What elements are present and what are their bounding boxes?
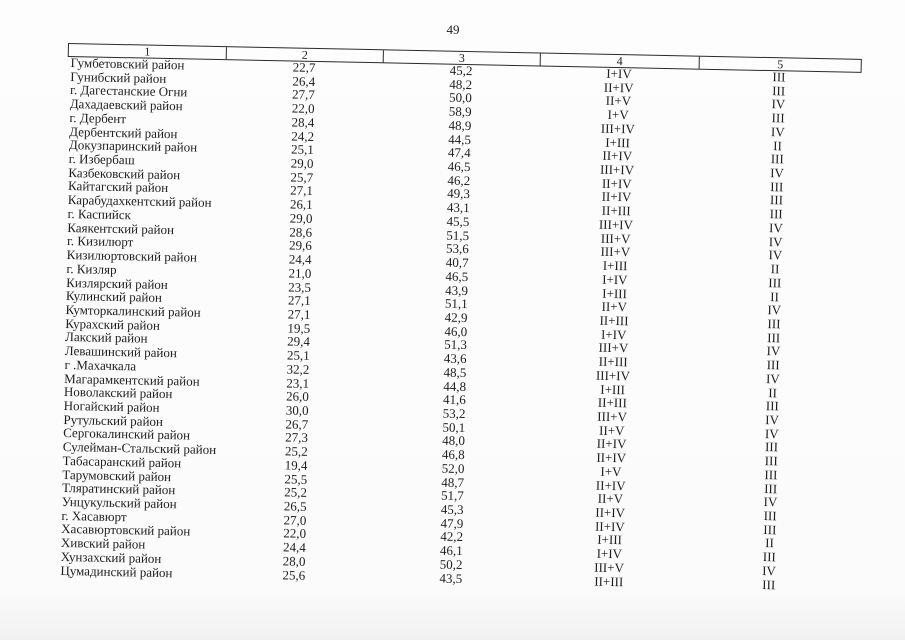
col5-value-cell: III: [769, 192, 784, 208]
col2-value-cell: 27,1: [287, 306, 311, 322]
col4-value-cell: III+V: [600, 230, 631, 246]
district-name-cell: Тарумовский район: [62, 466, 172, 484]
col3-value-cell: 48,0: [442, 432, 466, 449]
col3-value-cell: 43,5: [439, 570, 463, 586]
col4-value-cell: II+IV: [595, 477, 626, 493]
col5-value-cell: III: [772, 82, 786, 99]
district-name-cell: Дахадаевский район: [69, 96, 183, 114]
col2-value-cell: 22,0: [291, 100, 315, 117]
col3-value-cell: 47,4: [447, 144, 471, 161]
col3-value-cell: 47,9: [440, 515, 464, 531]
col4-value-cell: I+III: [605, 134, 631, 150]
district-name-cell: Лакский район: [64, 329, 148, 347]
col2-value-cell: 28,6: [289, 224, 313, 240]
col5-value-cell: II: [770, 261, 780, 277]
col3-value-cell: 48,9: [448, 117, 472, 133]
col2-value-cell: 27,1: [287, 292, 311, 309]
col5-value-cell: II: [770, 288, 780, 304]
col4-value-cell: III+V: [597, 408, 628, 425]
col2-value-cell: 26,0: [285, 388, 309, 405]
col5-value-cell: IV: [771, 96, 786, 112]
col3-value-cell: 53,6: [445, 240, 469, 257]
col3-value-cell: 45,2: [449, 62, 473, 79]
col2-value-cell: 29,0: [290, 155, 314, 171]
col3-value-cell: 42,9: [444, 309, 468, 326]
district-name-cell: Карабудахкентский район: [67, 192, 212, 211]
col2-value-cell: 24,4: [288, 251, 312, 267]
col3-value-cell: 51,7: [440, 487, 465, 504]
col5-value-cell: III: [764, 480, 778, 496]
col4-value-cell: II+III: [598, 353, 628, 370]
col4-value-cell: III+V: [600, 244, 631, 260]
col4-value-cell: III+IV: [599, 161, 635, 178]
col2-value-cell: 25,1: [290, 141, 314, 158]
col4-value-cell: II+IV: [602, 148, 633, 164]
header-col-2: 2: [227, 47, 384, 62]
col3-value-cell: 41,6: [442, 391, 466, 408]
col5-value-cell: IV: [763, 494, 778, 510]
district-name-cell: г. Хасавюрт: [61, 507, 127, 524]
district-name-cell: г. Избербаш: [68, 151, 135, 168]
col4-value-cell: II+IV: [603, 79, 634, 96]
col3-value-cell: 45,3: [440, 501, 464, 518]
col4-value-cell: II+III: [594, 573, 624, 589]
col3-value-cell: 44,8: [443, 378, 467, 394]
col3-value-cell: 49,3: [447, 186, 471, 202]
district-name-cell: Докузпаринский район: [68, 137, 198, 155]
col2-value-cell: 29,6: [288, 237, 313, 254]
col5-value-cell: II: [773, 137, 783, 153]
col5-value-cell: III: [765, 398, 780, 414]
district-name-cell: Ногайский район: [63, 397, 160, 415]
col4-value-cell: II+V: [598, 422, 625, 438]
col3-value-cell: 48,7: [441, 474, 465, 490]
col5-value-cell: III: [770, 178, 784, 195]
district-name-cell: г. Каспийск: [67, 205, 132, 223]
col4-value-cell: III+IV: [595, 367, 631, 384]
header-col-1: 1: [69, 44, 227, 59]
col2-value-cell: 25,7: [290, 169, 314, 185]
col5-value-cell: III: [771, 110, 785, 126]
col4-value-cell: I+III: [597, 532, 623, 548]
page-number: 49: [446, 22, 460, 37]
district-name-cell: Хунзахский район: [60, 548, 162, 566]
col4-value-cell: I+IV: [606, 65, 632, 82]
col3-value-cell: 48,5: [443, 364, 467, 380]
col4-value-cell: I+V: [600, 463, 622, 480]
district-name-cell: Кумторкалинский район: [65, 301, 201, 320]
col4-value-cell: II+III: [597, 394, 628, 411]
col2-value-cell: 25,2: [284, 484, 308, 501]
col2-value-cell: 26,1: [289, 196, 313, 213]
col4-value-cell: II+IV: [595, 504, 626, 521]
col3-value-cell: 43,1: [446, 199, 470, 216]
district-name-cell: Тляратинский район: [61, 480, 176, 498]
col4-value-cell: II+IV: [594, 518, 625, 534]
col3-value-cell: 51,3: [443, 336, 468, 353]
col5-value-cell: III: [763, 508, 777, 524]
col2-value-cell: 29,0: [289, 210, 313, 226]
col2-value-cell: 25,2: [284, 443, 308, 460]
col5-value-cell: III: [769, 206, 783, 222]
col2-value-cell: 27,1: [290, 182, 314, 199]
col3-value-cell: 46,0: [444, 323, 468, 339]
col4-value-cell: III+IV: [598, 216, 634, 233]
col2-value-cell: 28,0: [282, 553, 306, 569]
col3-value-cell: 52,0: [441, 460, 465, 476]
col2-value-cell: 25,1: [286, 347, 310, 364]
header-col-5: 5: [777, 57, 784, 72]
district-name-cell: Хасавюртовский район: [61, 521, 191, 539]
col3-value-cell: 43,9: [445, 282, 469, 298]
col2-value-cell: 28,4: [291, 114, 315, 130]
col5-value-cell: IV: [768, 247, 783, 263]
col5-value-cell: III: [770, 151, 784, 167]
col5-value-cell: IV: [770, 165, 785, 181]
col3-value-cell: 40,7: [445, 254, 469, 271]
col5-value-cell: III: [762, 576, 776, 592]
col3-value-cell: 50,2: [439, 556, 463, 572]
col5-value-cell: IV: [765, 370, 780, 387]
header-col-4: 4: [541, 53, 700, 68]
col2-value-cell: 23,1: [286, 374, 310, 391]
table-body: [57, 56, 861, 593]
district-name-cell: Унцукульский район: [61, 493, 177, 512]
col2-value-cell: 22,7: [292, 59, 316, 75]
district-name-cell: Гунибский район: [70, 68, 167, 86]
col5-value-cell: IV: [765, 412, 780, 428]
col4-value-cell: I+III: [602, 257, 628, 274]
col2-value-cell: 24,2: [291, 128, 315, 144]
district-name-cell: Левашинский район: [64, 343, 178, 361]
col2-value-cell: 22,0: [283, 525, 307, 542]
col3-value-cell: 42,2: [440, 529, 464, 545]
col4-value-cell: I+V: [607, 107, 629, 123]
col3-value-cell: 48,2: [449, 76, 473, 92]
col3-value-cell: 43,6: [443, 350, 467, 367]
col3-value-cell: 50,0: [448, 90, 473, 106]
col2-value-cell: 26,7: [285, 416, 309, 432]
col2-value-cell: 21,0: [288, 265, 312, 281]
col5-value-cell: IV: [767, 302, 782, 318]
col5-value-cell: IV: [768, 233, 783, 250]
col2-value-cell: 27,0: [283, 512, 307, 528]
col2-value-cell: 24,4: [282, 539, 306, 556]
district-name-cell: Кизлярский район: [66, 274, 169, 292]
col5-value-cell: III: [767, 329, 781, 346]
col4-value-cell: III+IV: [600, 120, 636, 137]
col4-value-cell: II+IV: [601, 189, 632, 205]
col4-value-cell: I+IV: [600, 326, 627, 342]
col4-value-cell: II+IV: [601, 175, 632, 192]
header-col-3: 3: [384, 50, 541, 65]
col2-value-cell: 25,6: [282, 567, 306, 583]
col5-value-cell: IV: [762, 562, 777, 579]
district-name-cell: г. Дербент: [69, 109, 127, 127]
district-name-cell: г. Кизляр: [66, 260, 117, 277]
col3-value-cell: 45,5: [446, 213, 470, 229]
col5-value-cell: III: [768, 274, 782, 291]
district-name-cell: Казбековский район: [68, 164, 181, 183]
district-name-cell: Сергокалинский район: [63, 425, 191, 443]
col4-value-cell: I+IV: [596, 545, 623, 562]
district-name-cell: Каякентский район: [67, 219, 175, 237]
col4-value-cell: II+V: [605, 93, 632, 109]
col3-value-cell: 46,5: [447, 158, 471, 175]
col3-value-cell: 51,5: [446, 227, 470, 243]
col4-value-cell: II+III: [599, 312, 629, 329]
district-name-cell: Цумадинский район: [60, 562, 173, 580]
col5-value-cell: III: [764, 453, 778, 469]
col5-value-cell: IV: [764, 425, 779, 442]
district-name-cell: Курахский район: [65, 315, 161, 333]
col3-value-cell: 46,1: [439, 542, 463, 559]
district-name-cell: Кулинский район: [65, 288, 163, 306]
district-name-cell: Сулейман-Стальский район: [62, 439, 217, 458]
col5-value-cell: IV: [766, 343, 781, 359]
col5-value-cell: IV: [768, 220, 783, 236]
col2-value-cell: 19,5: [287, 320, 311, 336]
col4-value-cell: I+III: [602, 285, 628, 301]
col4-value-cell: II+III: [601, 202, 631, 219]
col3-value-cell: 51,1: [444, 295, 468, 312]
col2-value-cell: 26,5: [283, 498, 307, 514]
col2-value-cell: 29,4: [287, 333, 311, 350]
col3-value-cell: 46,8: [441, 446, 465, 463]
col4-value-cell: II+V: [601, 298, 628, 315]
col5-value-cell: II: [765, 535, 775, 551]
col5-value-cell: III: [767, 316, 781, 332]
col2-value-cell: 27,7: [291, 86, 316, 103]
col5-value-cell: II: [768, 384, 778, 400]
district-name-cell: Гумбетовский район: [70, 55, 185, 73]
col2-value-cell: 25,5: [284, 470, 308, 487]
col5-value-cell: III: [762, 549, 776, 565]
col2-value-cell: 26,4: [292, 73, 316, 89]
district-name-cell: г .Махачкала: [64, 356, 137, 374]
district-name-cell: Хивский район: [60, 535, 146, 552]
col3-value-cell: 44,5: [448, 131, 472, 147]
col3-value-cell: 58,9: [448, 103, 472, 120]
district-name-cell: г. Кизилюрт: [66, 233, 134, 250]
district-name-cell: Кайтагский район: [67, 178, 169, 196]
col5-value-cell: III: [763, 521, 777, 538]
col2-value-cell: 32,2: [286, 361, 310, 377]
district-name-cell: Кизилюртовский район: [66, 247, 198, 265]
district-name-cell: г. Дагестанские Огни: [69, 82, 188, 100]
col4-value-cell: II+V: [597, 491, 624, 507]
col2-value-cell: 23,5: [288, 278, 312, 295]
district-name-cell: Табасаранский район: [62, 452, 182, 471]
col3-value-cell: 46,5: [445, 268, 469, 284]
data-table: [57, 43, 862, 599]
col4-value-cell: II+IV: [596, 449, 627, 466]
col4-value-cell: I+IV: [602, 271, 628, 288]
col2-value-cell: 19,4: [284, 457, 308, 473]
district-name-cell: Новолакский район: [63, 384, 173, 402]
col4-value-cell: III+V: [594, 559, 625, 576]
district-name-cell: Дербентский район: [69, 123, 178, 141]
col3-value-cell: 46,2: [447, 172, 471, 188]
district-name-cell: Магарамкентский район: [64, 370, 200, 389]
col5-value-cell: III: [764, 466, 778, 483]
col5-value-cell: IV: [770, 124, 785, 140]
col5-value-cell: III: [772, 69, 786, 85]
col4-value-cell: I+III: [600, 381, 626, 397]
col4-value-cell: III+V: [598, 340, 629, 356]
col2-value-cell: 30,0: [285, 402, 309, 418]
col2-value-cell: 27,3: [285, 429, 309, 446]
col5-value-cell: III: [766, 357, 780, 373]
col5-value-cell: III: [764, 439, 779, 455]
col3-value-cell: 50,1: [442, 419, 466, 435]
col4-value-cell: II+IV: [596, 436, 627, 452]
district-name-cell: Рутульский район: [63, 411, 164, 429]
col3-value-cell: 53,2: [442, 405, 466, 422]
